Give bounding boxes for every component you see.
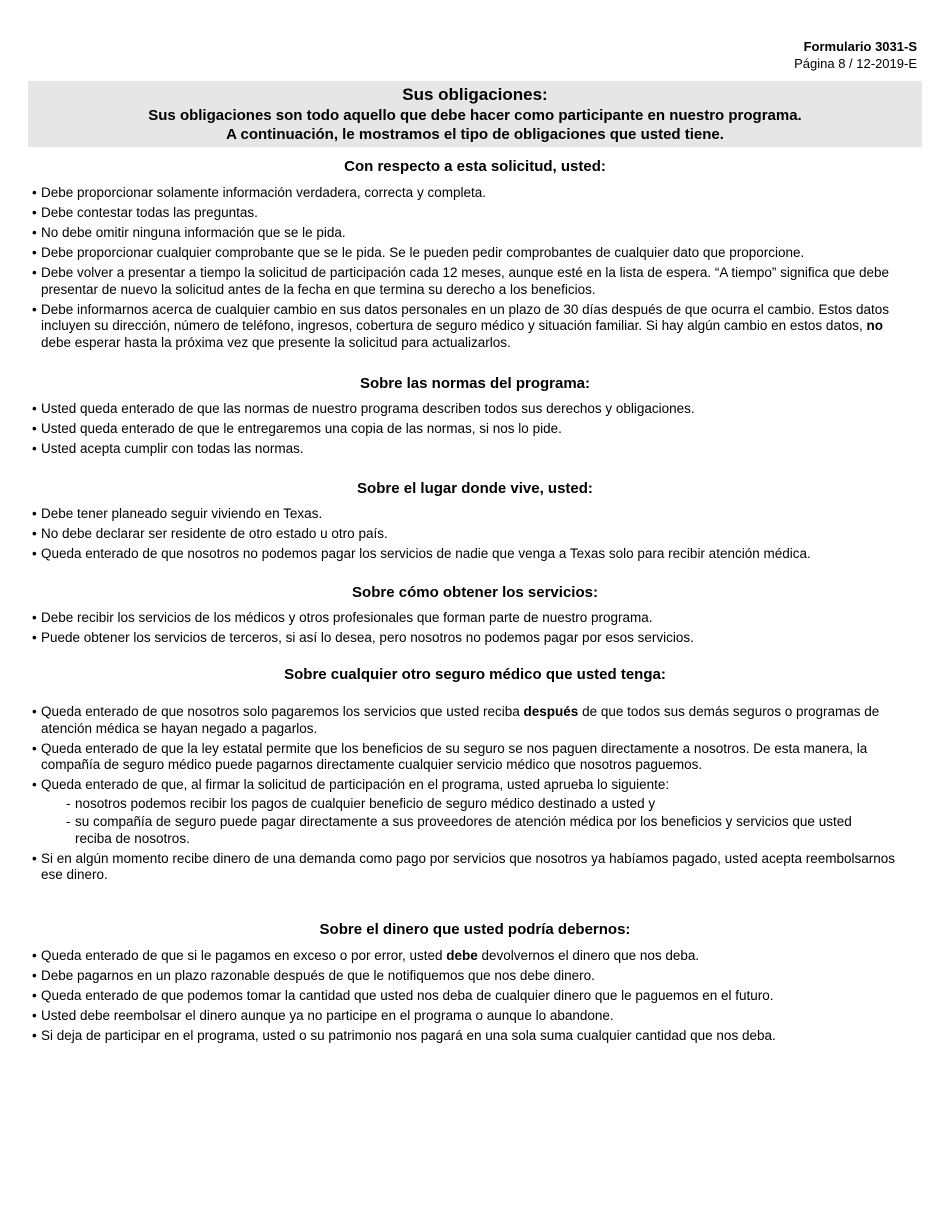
emphasis-debe: debe — [446, 948, 478, 963]
banner-subtitle-1: Sus obligaciones son todo aquello que debe hacer como participante en nuestro programa. — [148, 107, 802, 124]
list-item: • Debe tener planeado seguir viviendo en Texas. — [0, 506, 950, 523]
section-seguro — [0, 665, 950, 887]
list-item — [0, 948, 950, 965]
form-identifier — [794, 38, 917, 72]
list-item: • Debe recibir los servicios de los médicos y otros profesionales que forman parte de nuestro programa. — [0, 610, 950, 627]
bullet-list — [0, 948, 950, 1045]
banner-title: Sus obligaciones: — [402, 85, 548, 104]
list-item: • Usted queda enterado de que le entregaremos una copia de las normas, si nos lo pide. — [0, 421, 950, 438]
sub-list-item: - su compañía de seguro puede pagar directamente a sus proveedores de atención médica por los beneficios y servicios que usted reciba de nosotros. — [0, 814, 912, 847]
list-item: • Si en algún momento recibe dinero de una demanda como pago por servicios que nosotros ya habíamos pagado, usted acepta reembolsarnos ese dinero. — [0, 851, 950, 884]
section-heading: Con respecto a esta solicitud, usted: — [344, 158, 606, 175]
form-number: Formulario 3031-S — [803, 39, 917, 54]
section-heading: Sobre cómo obtener los servicios: — [352, 584, 598, 601]
list-item-text: Queda enterado de que si le pagamos en exceso o por error, usted — [41, 948, 447, 963]
list-item: • Usted queda enterado de que las normas de nuestro programa describen todos sus derechos y obligaciones. — [0, 401, 950, 418]
list-item-text: de que todos sus demás seguros o programas de atención médica se hayan negado a pagarlos. — [41, 704, 880, 736]
section-servicios — [0, 583, 950, 650]
list-item — [0, 704, 950, 737]
list-item: • No debe declarar ser residente de otro estado u otro país. — [0, 526, 950, 543]
bullet-list — [0, 185, 950, 351]
list-item: • Puede obtener los servicios de terceros, si así lo desea, pero nosotros no podemos pagar por esos servicios. — [0, 630, 950, 647]
bullet-list — [0, 401, 950, 458]
section-lugar — [0, 479, 950, 566]
section-heading: Sobre el lugar donde vive, usted: — [357, 480, 593, 497]
banner-subtitle-2: A continuación, le mostramos el tipo de obligaciones que usted tiene. — [226, 126, 724, 143]
section-heading: Sobre las normas del programa: — [359, 375, 591, 392]
list-item: • Debe contestar todas las preguntas. — [0, 205, 950, 222]
list-item: • No debe omitir ninguna información que se le pida. — [0, 225, 950, 242]
list-item: • Si deja de participar en el programa, usted o su patrimonio nos pagará en una sola suma cualquier cantidad que nos deba. — [0, 1028, 950, 1045]
list-item: • Queda enterado de que la ley estatal permite que los beneficios de su seguro se nos paguen directamente a nosotros. De esta manera, la compañía de seguro médico puede pagarnos directamente cualquier servicio médico que nosotros paguemos. — [0, 741, 950, 774]
bullet-list — [0, 704, 950, 884]
list-item-text: Queda enterado de que nosotros solo pagaremos los servicios que usted reciba — [41, 704, 524, 719]
list-item: • Debe volver a presentar a tiempo la solicitud de participación cada 12 meses, aunque esté en la lista de espera. “A tiempo” significa que debe presentar de nuevo la solicitud antes de la fecha en que termina su derecho a los beneficios. — [0, 265, 950, 298]
section-heading: Sobre el dinero que usted podría debernos: — [319, 921, 631, 938]
obligations-banner — [28, 81, 922, 147]
list-item-text: Debe informarnos acerca de cualquier cambio en sus datos personales en un plazo de 30 días después de que ocurra el cambio. Estos datos incluyen su dirección, número de teléfono, ingresos, cobertura de seguro médico y situación familiar. Si hay algún cambio en estos datos, — [41, 301, 890, 333]
bullet-list — [0, 506, 950, 563]
list-item: • Queda enterado de que podemos tomar la cantidad que usted nos deba de cualquier dinero que le paguemos en el futuro. — [0, 988, 950, 1005]
page-info: Página 8 / 12-2019-E — [794, 56, 917, 71]
bullet-list — [0, 610, 950, 647]
list-item — [0, 302, 950, 352]
section-dinero — [0, 920, 950, 1048]
list-item: • Queda enterado de que nosotros no podemos pagar los servicios de nadie que venga a Texas solo para recibir atención médica. — [0, 546, 950, 563]
section-normas — [0, 374, 950, 461]
sub-list — [41, 796, 912, 848]
list-item: • Usted debe reembolsar el dinero aunque ya no participe en el programa o aunque lo abandone. — [0, 1008, 950, 1025]
emphasis-despues: después — [523, 704, 579, 719]
list-item: • Debe proporcionar cualquier comprobante que se le pida. Se le pueden pedir comprobantes de cualquier dato que proporcione. — [0, 245, 950, 262]
list-item: • Usted acepta cumplir con todas las normas. — [0, 441, 950, 458]
list-item-text: devolvernos el dinero que nos deba. — [477, 948, 700, 963]
section-heading: Sobre cualquier otro seguro médico que usted tenga: — [284, 666, 666, 683]
list-item-text: debe esperar hasta la próxima vez que presente la solicitud para actualizarlos. — [41, 334, 511, 350]
list-item: • Debe proporcionar solamente información verdadera, correcta y completa. — [0, 185, 950, 202]
list-item: • Debe pagarnos en un plazo razonable después de que le notifiquemos que nos debe dinero. — [0, 968, 950, 985]
emphasis-no: no — [866, 318, 883, 333]
section-solicitud — [0, 157, 950, 355]
sub-list-item: - nosotros podemos recibir los pagos de cualquier beneficio de seguro médico destinado a usted y — [0, 796, 912, 813]
list-item-text: Queda enterado de que, al firmar la solicitud de participación en el programa, usted aprueba lo siguiente: — [41, 777, 670, 792]
list-item — [0, 777, 950, 847]
